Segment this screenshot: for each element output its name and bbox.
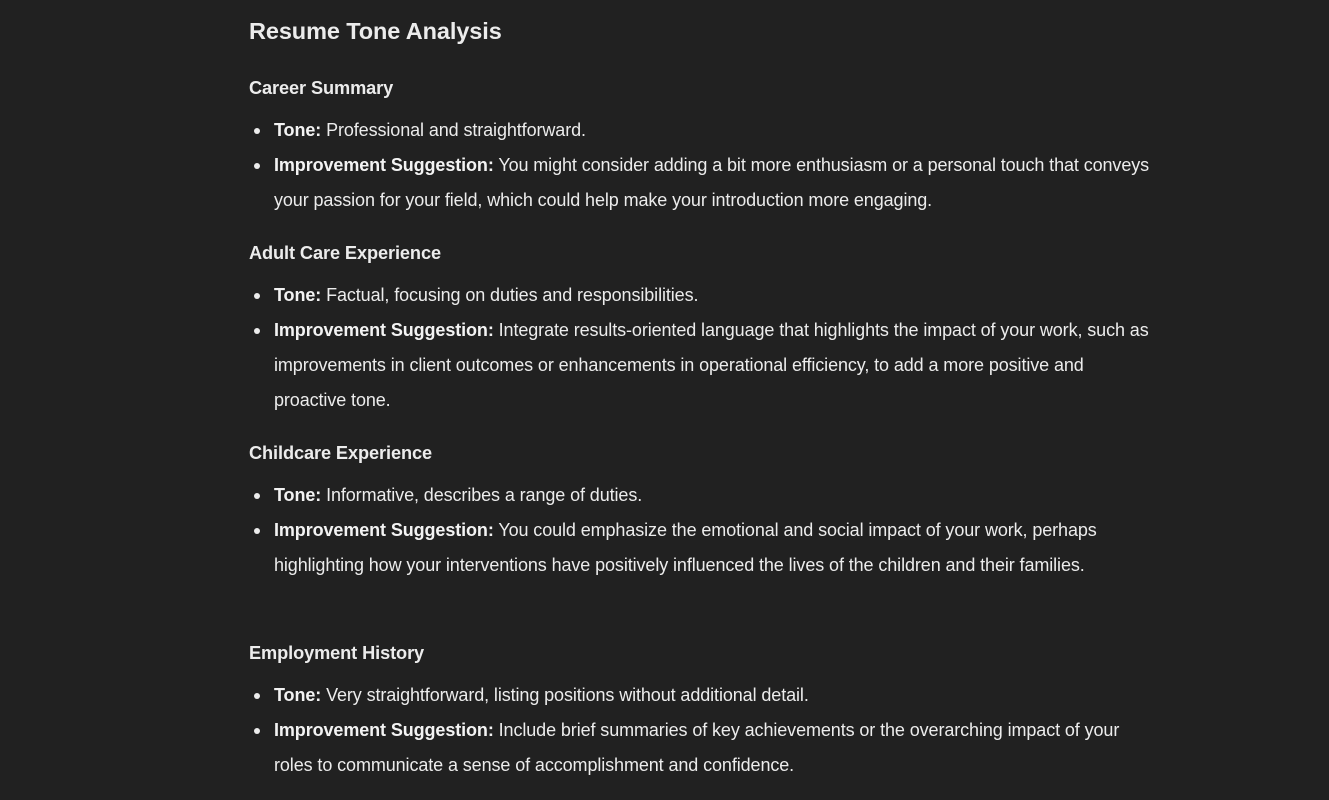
suggestion-label: Improvement Suggestion: [274, 155, 494, 175]
section-childcare-experience [249, 436, 1154, 583]
suggestion-text: Integrate results-oriented language that highlights the impact of your work, such as improvements in client outcomes or enhancements in operational efficiency, to add a more positive and proactive tone. [274, 320, 1149, 410]
page-title: Resume Tone Analysis [249, 18, 502, 44]
list-item-suggestion [249, 513, 1154, 583]
section-heading: Career Summary [249, 78, 394, 98]
list-item-tone [249, 278, 1154, 313]
list-item-suggestion [249, 148, 1154, 218]
tone-text: Very straightforward, listing positions without additional detail. [326, 685, 809, 705]
tone-text: Informative, describes a range of duties. [326, 485, 643, 505]
section-employment-history [249, 636, 1154, 783]
suggestion-label: Improvement Suggestion: [274, 320, 494, 340]
section-adult-care-experience [249, 236, 1154, 418]
suggestion-label: Improvement Suggestion: [274, 720, 494, 740]
list-item-tone [249, 113, 1154, 148]
suggestion-text: Include brief summaries of key achievements or the overarching impact of your roles to communicate a sense of accomplishment and confidence. [274, 720, 1120, 775]
tone-label: Tone: [274, 285, 322, 305]
tone-text: Professional and straightforward. [326, 120, 586, 140]
suggestion-label: Improvement Suggestion: [274, 520, 494, 540]
list-item-tone [249, 678, 1154, 713]
suggestion-text: You might consider adding a bit more enthusiasm or a personal touch that conveys your passion for your field, which could help make your introduction more engaging. [274, 155, 1150, 210]
section-heading: Employment History [249, 643, 425, 663]
section-heading: Childcare Experience [249, 443, 432, 463]
suggestion-text: You could emphasize the emotional and social impact of your work, perhaps highlighting how your interventions have positively influenced the lives of the children and their families. [274, 520, 1097, 575]
list-item-tone [249, 478, 1154, 513]
bullet-list [249, 478, 1154, 583]
tone-label: Tone: [274, 120, 322, 140]
bullet-list [249, 113, 1154, 218]
section-career-summary [249, 71, 1154, 218]
tone-label: Tone: [274, 685, 322, 705]
bullet-list [249, 678, 1154, 783]
list-item-suggestion [249, 713, 1154, 783]
bullet-list [249, 278, 1154, 418]
section-heading: Adult Care Experience [249, 243, 441, 263]
tone-label: Tone: [274, 485, 322, 505]
list-item-suggestion [249, 313, 1154, 418]
tone-text: Factual, focusing on duties and responsibilities. [326, 285, 699, 305]
